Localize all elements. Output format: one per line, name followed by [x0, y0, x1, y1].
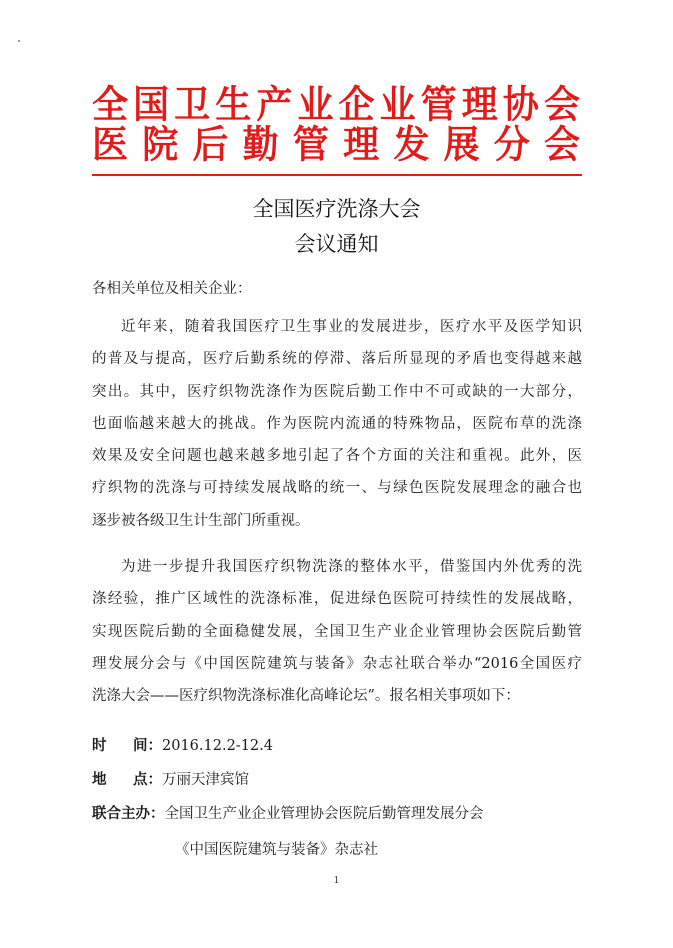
info-host — [92, 804, 484, 824]
info-time-label — [92, 736, 162, 756]
info-time-label-b: 间： — [133, 737, 162, 754]
letterhead-line-1: 全国卫生产业企业管理协会 — [92, 84, 582, 128]
info-host-second — [175, 840, 378, 860]
info-place-label — [92, 770, 162, 790]
info-host-value-1: 全国卫生产业企业管理协会医院后勤管理发展分会 — [164, 806, 484, 822]
paragraph-line: 逐步被各级卫生计生部门所重视。 — [92, 512, 310, 529]
paragraph-line: 突出。其中，医疗织物洗涤作为医院后勤工作中不可或缺的一大部分， — [92, 383, 582, 400]
paragraph-line: 实现医院后勤的全面稳健发展，全国卫生产业企业管理协会医院后勤管 — [92, 623, 582, 640]
paragraph-purpose — [92, 551, 582, 712]
scan-speck — [18, 40, 20, 42]
info-place-label-a: 地 — [92, 771, 107, 788]
letterhead-line-2: 医院后勤管理发展分会 — [92, 124, 582, 168]
paragraph-line: 也面临越来越大的挑战。作为医院内流通的特殊物品，医院布草的洗涤 — [92, 415, 582, 432]
info-host-label: 联合主办： — [92, 805, 165, 822]
paragraph-line: 理发展分会与《中国医院建筑与装备》杂志社联合举办“2016全国医疗 — [92, 655, 582, 672]
paragraph-line: 涤经验，推广区域性的洗涤标准，促进绿色医院可持续性的发展战略， — [92, 591, 582, 608]
info-time-value: 2016.12.2-12.4 — [162, 738, 273, 754]
paragraph-intro — [92, 311, 582, 537]
notice-subtitle: 会议通知 — [294, 232, 379, 256]
info-place — [92, 770, 249, 790]
paragraph-line: 的普及与提高，医疗后勤系统的停滞、落后所显现的矛盾也变得越来越 — [92, 351, 582, 368]
info-host-value-2: 《中国医院建筑与装备》杂志社 — [175, 842, 378, 858]
paragraph-line: 疗织物的洗涤与可持续发展战略的统一、与绿色医院发展理念的融合也 — [92, 480, 582, 497]
paragraph-line: 效果及安全问题也越来越多地引起了各个方面的关注和重视。此外，医 — [92, 448, 582, 465]
paragraph-line: 为进一步提升我国医疗织物洗涤的整体水平，借鉴国内外优秀的洗 — [121, 559, 582, 575]
notice-title: 全国医疗洗涤大会 — [252, 197, 421, 221]
paragraph-line: 洗涤大会——医疗织物洗涤标准化高峰论坛”。报名相关事项如下： — [92, 688, 520, 705]
paragraph-line: 近年来，随着我国医疗卫生事业的发展进步，医疗水平及医学知识 — [121, 319, 582, 335]
letterhead-rule — [92, 174, 582, 176]
info-time — [92, 736, 273, 756]
info-place-label-b: 点： — [133, 771, 162, 788]
info-place-value: 万丽天津宾馆 — [162, 772, 249, 788]
salutation: 各相关单位及相关企业： — [92, 281, 252, 297]
page-number: 1 — [333, 876, 340, 886]
info-time-label-a: 时 — [92, 737, 107, 754]
